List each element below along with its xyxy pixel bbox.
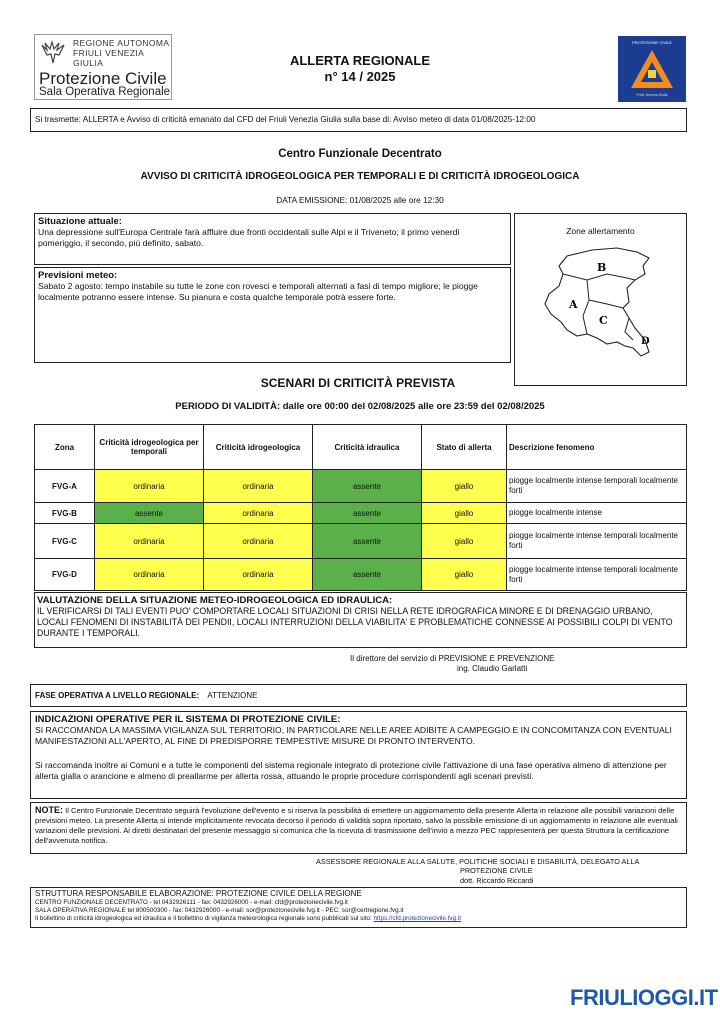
zone-cell: FVG-B	[35, 503, 95, 524]
transmit-text: Si trasmette: ALLERTA e Avviso di criticità emanato dal CFD del Friuli Venezia Giulia sulla base di: Avviso meteo di data 01/08/2025-12:00	[35, 115, 536, 124]
zones-map-icon	[537, 244, 667, 362]
description-cell: piogge localmente intense temporali localmente forti	[507, 470, 687, 503]
fase-line	[35, 691, 257, 700]
zones-map-title: Zone allertamento	[566, 226, 635, 236]
zone-d-label: D	[641, 336, 650, 347]
watermark-brand-b: OGGI	[637, 985, 694, 1010]
situation-box	[34, 213, 511, 265]
protezione-civile-badge	[618, 36, 686, 102]
crit-temporali-cell: assente	[95, 503, 204, 524]
logo-sala-operativa: Sala Operativa Regionale	[39, 86, 171, 98]
forecast-box	[34, 267, 511, 363]
indicazioni-title: INDICAZIONI OPERATIVE PER IL SISTEMA DI PROTEZIONE CIVILE:	[35, 714, 341, 725]
crit-temporali-cell: ordinaria	[95, 524, 204, 559]
table-row	[35, 524, 687, 559]
forecast-text: Sabato 2 agosto: tempo instabile su tutte le zone con rovesci e temporali alternati a fasi di tempo migliore; le piogge localmente potranno essere intense. Su pianura e costa qualche temporale potrà essere forte.	[38, 281, 478, 302]
zone-cell: FVG-D	[35, 559, 95, 591]
logo-box	[34, 34, 172, 100]
indicazioni-caps: SI RACCOMANDA LA MASSIMA VIGILANZA SUL TERRITORIO, IN PARTICOLARE NELLE AREE ADIBITE A CAMPEGGIO E IN CONCOMITANZA CON EVENTUALI MANIFESTAZIONI ALL'APERTO, AL FINE DI PREDISPORRE TEMPESTIVE MISURE DI PRONTO INTERVENTO.	[35, 725, 672, 746]
footer-title: STRUTTURA RESPONSABILE ELABORAZIONE: PROTEZIONE CIVILE DELLA REGIONE	[35, 889, 362, 898]
table-row	[35, 559, 687, 591]
description-cell: piogge localmente intense	[507, 503, 687, 524]
crit-idraulica-cell: assente	[313, 559, 422, 591]
zones-map-box	[514, 213, 687, 386]
triangle-emblem-icon	[629, 48, 675, 90]
watermark-brand-c: .IT	[693, 985, 718, 1010]
table-row	[35, 470, 687, 503]
col-header-descrizione: Descrizione fenomeno	[507, 425, 687, 470]
cfd-avviso: AVVISO DI CRITICITÀ IDROGEOLOGICA PER TEMPORALI E DI CRITICITÀ IDROGEOLOGICA	[140, 171, 580, 182]
fase-label: FASE OPERATIVA A LIVELLO REGIONALE:	[35, 691, 200, 700]
crit-idraulica-cell: assente	[313, 524, 422, 559]
table-row	[35, 503, 687, 524]
zone-a-label: A	[569, 298, 578, 311]
indicazioni-text: Si raccomanda inoltre ai Comuni e a tutte le componenti del sistema regionale integrato di protezione civile l'attivazione di una fase operativa almeno di attenzione per allerta gialla o arancione e almeno di preallarme per allerta rossa, attuando le proprie procedure corrispondenti agli scenari previsti.	[35, 760, 667, 781]
validity-period: PERIODO DI VALIDITÀ: dalle ore 00:00 del 02/08/2025 alle ore 23:59 del 02/08/2025	[175, 401, 545, 412]
logo-protezione-civile: Protezione Civile	[39, 69, 167, 88]
footer-publish-text: Il bollettino di criticità idrogeologica ed idraulica e il bollettino di vigilanza meteorologica regionale sono pubblicati sul sito:	[35, 915, 372, 922]
badge-text: PROTEZIONE CIVILE	[632, 40, 672, 45]
table-header-row	[35, 425, 687, 470]
valutazione-text: IL VERIFICARSI DI TALI EVENTI PUO' COMPORTARE LOCALI SITUAZIONI DI CRISI NELLA RETE IDROGRAFICA MINORE E DI DRENAGGIO URBANO, LOCALI FENOMENI DI INSTABILITÀ DEI PENDII, LOCALI INTERRUZIONI DELLA VIABILITA' E PROBLEMATICHE CONNESSE AI POSSIBILI COLPI DI VENTO DURANTE I TEMPORALI.	[37, 606, 673, 638]
criticality-table	[34, 424, 687, 591]
alert-state-cell: giallo	[422, 503, 507, 524]
cfd-center: Centro Funzionale Decentrato	[278, 148, 442, 160]
footer-cfd-link[interactable]: https://cfd.protezionecivile.fvg.it	[373, 915, 461, 922]
valutazione-box	[34, 592, 687, 648]
indicazioni-box	[30, 711, 687, 799]
logo-region-line-1: REGIONE AUTONOMA	[73, 38, 170, 48]
note-box	[30, 802, 687, 854]
scenarios-title: SCENARI DI CRITICITÀ PREVISTA	[260, 376, 456, 390]
alert-state-cell: giallo	[422, 470, 507, 503]
crit-temporali-cell: ordinaria	[95, 470, 204, 503]
assessore-role: ASSESSORE REGIONALE ALLA SALUTE, POLITICHE SOCIALI E DISABILITÀ, DELEGATO ALLA	[316, 857, 640, 866]
col-header-zona: Zona	[35, 425, 95, 470]
emission-date: DATA EMISSIONE: 01/08/2025 alle ore 12:30	[276, 195, 444, 205]
note-title: NOTE:	[35, 805, 63, 815]
crit-idraulica-cell: assente	[313, 503, 422, 524]
forecast-title: Previsioni meteo:	[38, 270, 118, 281]
crit-temporali-cell: ordinaria	[95, 559, 204, 591]
assessore-name: dott. Riccardo Riccardi	[460, 876, 534, 885]
zone-cell: FVG-C	[35, 524, 95, 559]
crit-idrogeologica-cell: ordinaria	[204, 559, 313, 591]
zone-b-label: B	[597, 261, 607, 274]
note-content	[35, 805, 680, 846]
footer-publish-line	[35, 915, 461, 924]
badge-subtext: Friuli Venezia Giulia	[636, 93, 668, 97]
situation-text: Una depressione sull'Europa Centrale farà affluire due fronti occidentali sulle Alpi e il Triveneto; il primo venerdì pomeriggio, il secondo, più definito, sabato.	[38, 227, 460, 248]
alert-title: ALLERTA REGIONALE	[289, 53, 431, 68]
logo-region-line-2: FRIULI VENEZIA GIULIA	[73, 48, 144, 68]
col-header-idrogeologica: Criticità idrogeologica	[204, 425, 313, 470]
valutazione-title: VALUTAZIONE DELLA SITUAZIONE METEO-IDROGEOLOGICA ED IDRAULICA:	[37, 595, 393, 606]
transmit-box	[30, 108, 687, 132]
alert-state-cell: giallo	[422, 559, 507, 591]
fase-value: ATTENZIONE	[207, 691, 258, 700]
logo-top	[39, 38, 171, 68]
assessore-role-2: PROTEZIONE CIVILE	[460, 866, 533, 875]
crit-idraulica-cell: assente	[313, 470, 422, 503]
crit-idrogeologica-cell: ordinaria	[204, 503, 313, 524]
situation-title: Situazione attuale:	[38, 216, 122, 227]
director-name: ing. Claudio Garlatti	[457, 664, 528, 673]
footer-sor-line: SALA OPERATIVA REGIONALE tel 800500300 - fax: 0432926000 - e-mail: sor@protezionecivile.fvg.it - PEC: sor@certregione.fvg.it	[35, 907, 404, 914]
col-header-stato: Stato di allerta	[422, 425, 507, 470]
footer-cfd-line: CENTRO FUNZIONALE DECENTRATO - tel 0432926111 - fax: 0432926000 - e-mail: cfd@protezionecivile.fvg.it	[35, 899, 348, 906]
footer-box	[30, 887, 687, 928]
crit-idrogeologica-cell: ordinaria	[204, 470, 313, 503]
alert-state-cell: giallo	[422, 524, 507, 559]
zone-cell: FVG-A	[35, 470, 95, 503]
watermark-brand-a: FRIULI	[570, 985, 638, 1010]
zone-c-label: C	[599, 314, 608, 327]
col-header-temporali: Criticità idrogeologica per temporali	[95, 425, 204, 470]
alert-number: n° 14 / 2025	[324, 69, 396, 84]
col-header-idraulica: Criticità idraulica	[313, 425, 422, 470]
crit-idrogeologica-cell: ordinaria	[204, 524, 313, 559]
description-cell: piogge localmente intense temporali localmente forti	[507, 559, 687, 591]
note-text: Il Centro Funzionale Decentrato seguirà l'evoluzione dell'evento e si riserva la possibilità di emettere un aggiornamento della presente Allerta in relazione alle possibili variazioni delle previsioni meteo. La presente Allerta si intende implicitamente revocata decorso il periodo di validità sopra riportato, salvo la possibile emissione di un aggiornamento in relazione alle eventuali variazioni delle previsioni. Ai diretti destinatari del presente messaggio si comunica che la ricevuta di trasmissione dell'invio a mezzo PEC rappresenterà per questa Struttura la certificazione dell'avvenuta notifica.	[35, 806, 678, 845]
fase-box	[30, 684, 687, 707]
description-cell: piogge localmente intense temporali localmente forti	[507, 524, 687, 559]
eagle-emblem-icon	[39, 41, 67, 65]
director-role: Il direttore del servizio di PREVISIONE E PREVENZIONE	[350, 654, 555, 663]
friulioggi-watermark	[570, 985, 718, 1011]
